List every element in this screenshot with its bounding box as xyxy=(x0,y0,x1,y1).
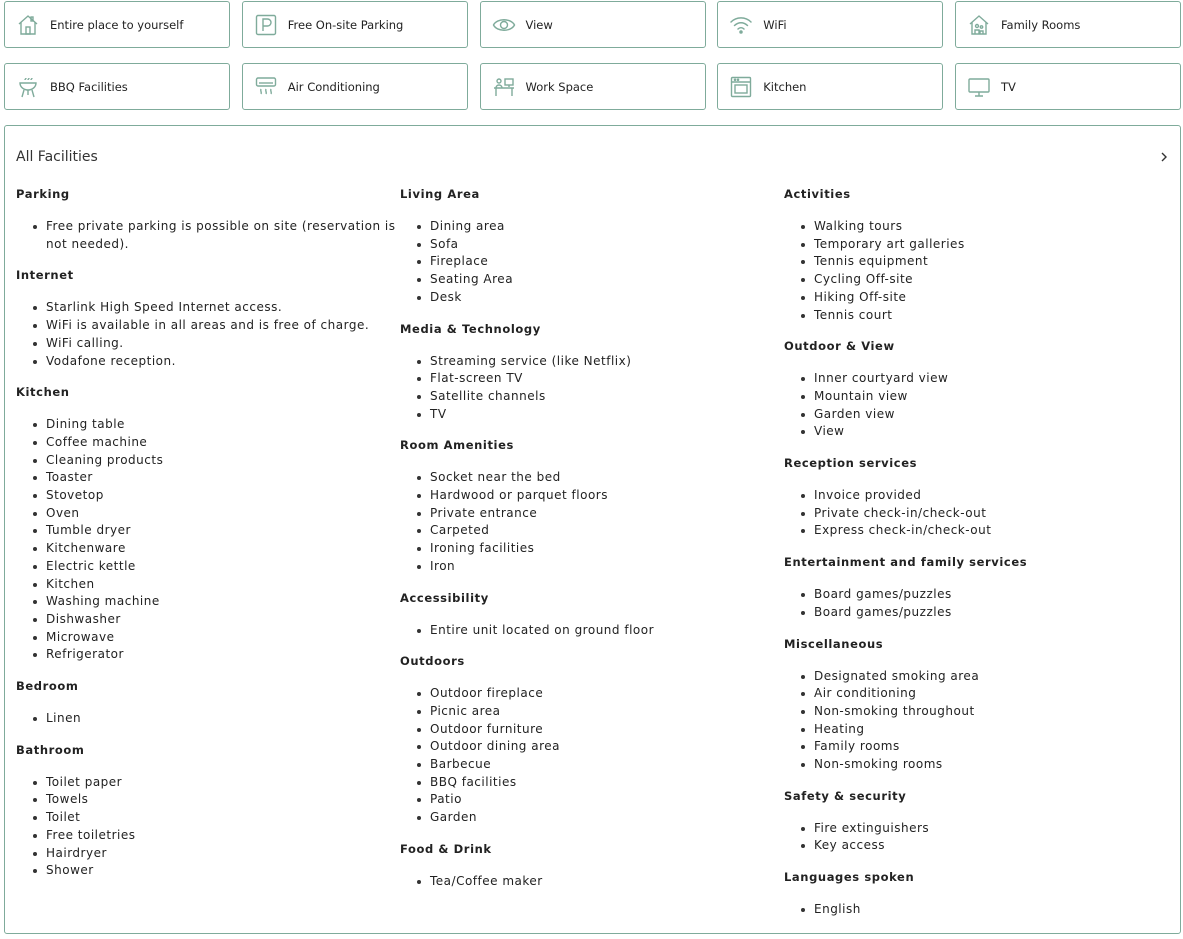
highlight-label: Air Conditioning xyxy=(287,79,380,94)
facility-section xyxy=(16,385,398,664)
facility-section-title: Outdoor & View xyxy=(784,339,895,354)
facility-item: Oven xyxy=(16,505,398,523)
facility-section xyxy=(16,743,398,880)
facility-item: Dishwasher xyxy=(16,611,398,629)
facility-section-title: Room Amenities xyxy=(400,438,514,453)
highlight-label: View xyxy=(525,17,553,32)
facility-item: Carpeted xyxy=(400,522,780,540)
facility-item: Walking tours xyxy=(784,218,1164,236)
facility-list xyxy=(784,820,1164,855)
facility-item: Invoice provided xyxy=(784,487,1164,505)
facility-item: Refrigerator xyxy=(16,646,398,664)
bbq-grill-icon xyxy=(16,75,40,99)
facility-item: Private entrance xyxy=(400,505,780,523)
facility-item: Express check-in/check-out xyxy=(784,522,1164,540)
facility-item: Flat-screen TV xyxy=(400,370,780,388)
facility-item: Tea/Coffee maker xyxy=(400,873,780,891)
facility-item: TV xyxy=(400,406,780,424)
facility-item: Family rooms xyxy=(784,738,1164,756)
facility-item: Tennis court xyxy=(784,307,1164,325)
eye-icon xyxy=(492,13,516,37)
facility-list xyxy=(400,622,780,640)
facility-item: English xyxy=(784,901,1164,919)
highlight-tile[interactable] xyxy=(717,63,943,110)
facility-section xyxy=(16,679,398,728)
highlight-tile[interactable] xyxy=(242,63,468,110)
facility-item: Free toiletries xyxy=(16,827,398,845)
facility-item: Dining table xyxy=(16,416,398,434)
facility-item: Board games/puzzles xyxy=(784,586,1164,604)
highlight-tile[interactable] xyxy=(4,1,230,48)
facility-item: Private check-in/check-out xyxy=(784,505,1164,523)
facility-section xyxy=(784,870,1164,919)
facility-section xyxy=(784,187,1164,324)
facility-item: Tennis equipment xyxy=(784,253,1164,271)
facility-item: Streaming service (like Netflix) xyxy=(400,353,780,371)
facility-item: Hardwood or parquet floors xyxy=(400,487,780,505)
tv-icon xyxy=(967,75,991,99)
facility-item: Outdoor furniture xyxy=(400,721,780,739)
facility-item: Outdoor dining area xyxy=(400,738,780,756)
facility-item: Vodafone reception. xyxy=(16,353,398,371)
highlight-tile[interactable] xyxy=(955,63,1181,110)
work-desk-icon xyxy=(492,75,516,99)
facility-list xyxy=(16,710,398,728)
facility-section xyxy=(400,654,780,827)
facility-list xyxy=(784,370,1164,441)
facility-section-title: Media & Technology xyxy=(400,321,541,336)
facility-item: Inner courtyard view xyxy=(784,370,1164,388)
highlight-label: BBQ Facilities xyxy=(50,79,128,94)
facility-item: Tumble dryer xyxy=(16,522,398,540)
facility-item: Starlink High Speed Internet access. xyxy=(16,299,398,317)
facility-list xyxy=(400,218,780,307)
facility-section xyxy=(400,438,780,575)
facility-list xyxy=(784,901,1164,919)
facility-item: Toilet xyxy=(16,809,398,827)
house-icon xyxy=(16,13,40,37)
highlight-tile[interactable] xyxy=(717,1,943,48)
facility-item: Free private parking is possible on site (reservation is not needed). xyxy=(16,218,398,253)
facility-section-title: Outdoors xyxy=(400,654,465,669)
facility-section-title: Parking xyxy=(16,187,70,201)
facility-item: Key access xyxy=(784,837,1164,855)
facility-section xyxy=(400,591,780,640)
facility-list xyxy=(400,873,780,891)
facility-section-title: Safety & security xyxy=(784,788,907,803)
facility-section-title: Languages spoken xyxy=(784,870,915,885)
wifi-icon xyxy=(729,13,753,37)
facility-item: Picnic area xyxy=(400,703,780,721)
facility-section-title: Internet xyxy=(16,268,74,283)
facility-item: Garden view xyxy=(784,406,1164,424)
facility-item: Heating xyxy=(784,721,1164,739)
parking-icon xyxy=(254,13,278,37)
facility-item: Dining area xyxy=(400,218,780,236)
facility-item: Hairdryer xyxy=(16,845,398,863)
facility-section-title: Kitchen xyxy=(16,385,70,400)
facility-section-title: Accessibility xyxy=(400,590,489,605)
family-house-icon xyxy=(967,13,991,37)
facility-list xyxy=(400,353,780,424)
facilities-column-1 xyxy=(16,187,398,895)
facility-section xyxy=(784,789,1164,855)
facility-item: Satellite channels xyxy=(400,388,780,406)
facility-item: Garden xyxy=(400,809,780,827)
facility-item: Temporary art galleries xyxy=(784,236,1164,254)
chevron-right-icon[interactable] xyxy=(1158,150,1170,164)
facility-item: Mountain view xyxy=(784,388,1164,406)
facility-section-title: Activities xyxy=(784,187,851,201)
facility-item: Outdoor fireplace xyxy=(400,685,780,703)
facility-section-title: Living Area xyxy=(400,187,480,201)
facility-item: Desk xyxy=(400,289,780,307)
facility-item: Patio xyxy=(400,791,780,809)
facility-list xyxy=(784,218,1164,324)
facility-item: WiFi calling. xyxy=(16,335,398,353)
facility-item: Seating Area xyxy=(400,271,780,289)
facility-list xyxy=(784,668,1164,774)
facility-section-title: Miscellaneous xyxy=(784,636,884,651)
facility-item: Non-smoking throughout xyxy=(784,703,1164,721)
facility-item: Kitchenware xyxy=(16,540,398,558)
facility-item: WiFi is available in all areas and is free of charge. xyxy=(16,317,398,335)
facility-item: Towels xyxy=(16,791,398,809)
facility-item: Toaster xyxy=(16,469,398,487)
facility-list xyxy=(16,774,398,880)
all-facilities-panel xyxy=(4,125,1181,934)
facility-item: Hiking Off-site xyxy=(784,289,1164,307)
all-facilities-title: All Facilities xyxy=(16,149,98,165)
facility-section-title: Bedroom xyxy=(16,679,79,694)
facility-item: Cleaning products xyxy=(16,452,398,470)
facility-section xyxy=(784,555,1164,621)
highlight-tile[interactable] xyxy=(242,1,468,48)
facility-list xyxy=(16,299,398,370)
facility-section xyxy=(400,187,780,307)
facility-list xyxy=(400,469,780,575)
highlight-label: WiFi xyxy=(763,17,787,32)
facility-item: Toilet paper xyxy=(16,774,398,792)
facility-list xyxy=(784,487,1164,540)
facility-item: Ironing facilities xyxy=(400,540,780,558)
facility-item: Linen xyxy=(16,710,398,728)
facility-item: Microwave xyxy=(16,629,398,647)
facility-list xyxy=(400,685,780,827)
facility-list xyxy=(16,416,398,664)
facility-item: Electric kettle xyxy=(16,558,398,576)
facility-section-title: Reception services xyxy=(784,456,918,471)
facility-item: Fire extinguishers xyxy=(784,820,1164,838)
facility-item: Cycling Off-site xyxy=(784,271,1164,289)
facility-section xyxy=(400,322,780,424)
facility-item: Kitchen xyxy=(16,576,398,594)
facility-item: Air conditioning xyxy=(784,685,1164,703)
highlight-label: Work Space xyxy=(525,79,594,94)
facility-item: Shower xyxy=(16,862,398,880)
all-facilities-header[interactable] xyxy=(16,147,1170,169)
facility-list xyxy=(784,586,1164,621)
facility-section-title: Entertainment and family services xyxy=(784,555,1028,570)
facility-section-title: Bathroom xyxy=(16,742,85,757)
facility-item: Coffee machine xyxy=(16,434,398,452)
facility-item: Stovetop xyxy=(16,487,398,505)
highlight-label: Free On-site Parking xyxy=(287,17,404,32)
facility-item: Iron xyxy=(400,558,780,576)
highlight-tile[interactable] xyxy=(480,63,706,110)
facility-item: Socket near the bed xyxy=(400,469,780,487)
facility-item: Board games/puzzles xyxy=(784,604,1164,622)
facility-item: View xyxy=(784,423,1164,441)
highlight-label: Family Rooms xyxy=(1001,17,1081,32)
facility-section-title: Food & Drink xyxy=(400,841,492,856)
facilities-column-3 xyxy=(784,187,1164,934)
facility-item: BBQ facilities xyxy=(400,774,780,792)
highlight-tile[interactable] xyxy=(955,1,1181,48)
highlight-label: Kitchen xyxy=(763,79,807,94)
facility-section xyxy=(784,456,1164,540)
facility-item: Entire unit located on ground floor xyxy=(400,622,780,640)
highlight-label: TV xyxy=(1001,79,1016,94)
air-conditioner-icon xyxy=(254,75,278,99)
oven-icon xyxy=(729,75,753,99)
facility-item: Non-smoking rooms xyxy=(784,756,1164,774)
facility-section xyxy=(16,187,398,253)
facility-section xyxy=(16,268,398,370)
facility-item: Sofa xyxy=(400,236,780,254)
facility-section xyxy=(400,842,780,891)
facility-list xyxy=(16,218,398,253)
facilities-column-2 xyxy=(400,187,780,906)
facility-item: Barbecue xyxy=(400,756,780,774)
highlight-tile[interactable] xyxy=(480,1,706,48)
facility-item: Washing machine xyxy=(16,593,398,611)
facility-section xyxy=(784,637,1164,774)
facility-item: Fireplace xyxy=(400,253,780,271)
highlight-tile[interactable] xyxy=(4,63,230,110)
facility-section xyxy=(784,339,1164,441)
highlight-label: Entire place to yourself xyxy=(50,17,184,32)
facility-item: Designated smoking area xyxy=(784,668,1164,686)
